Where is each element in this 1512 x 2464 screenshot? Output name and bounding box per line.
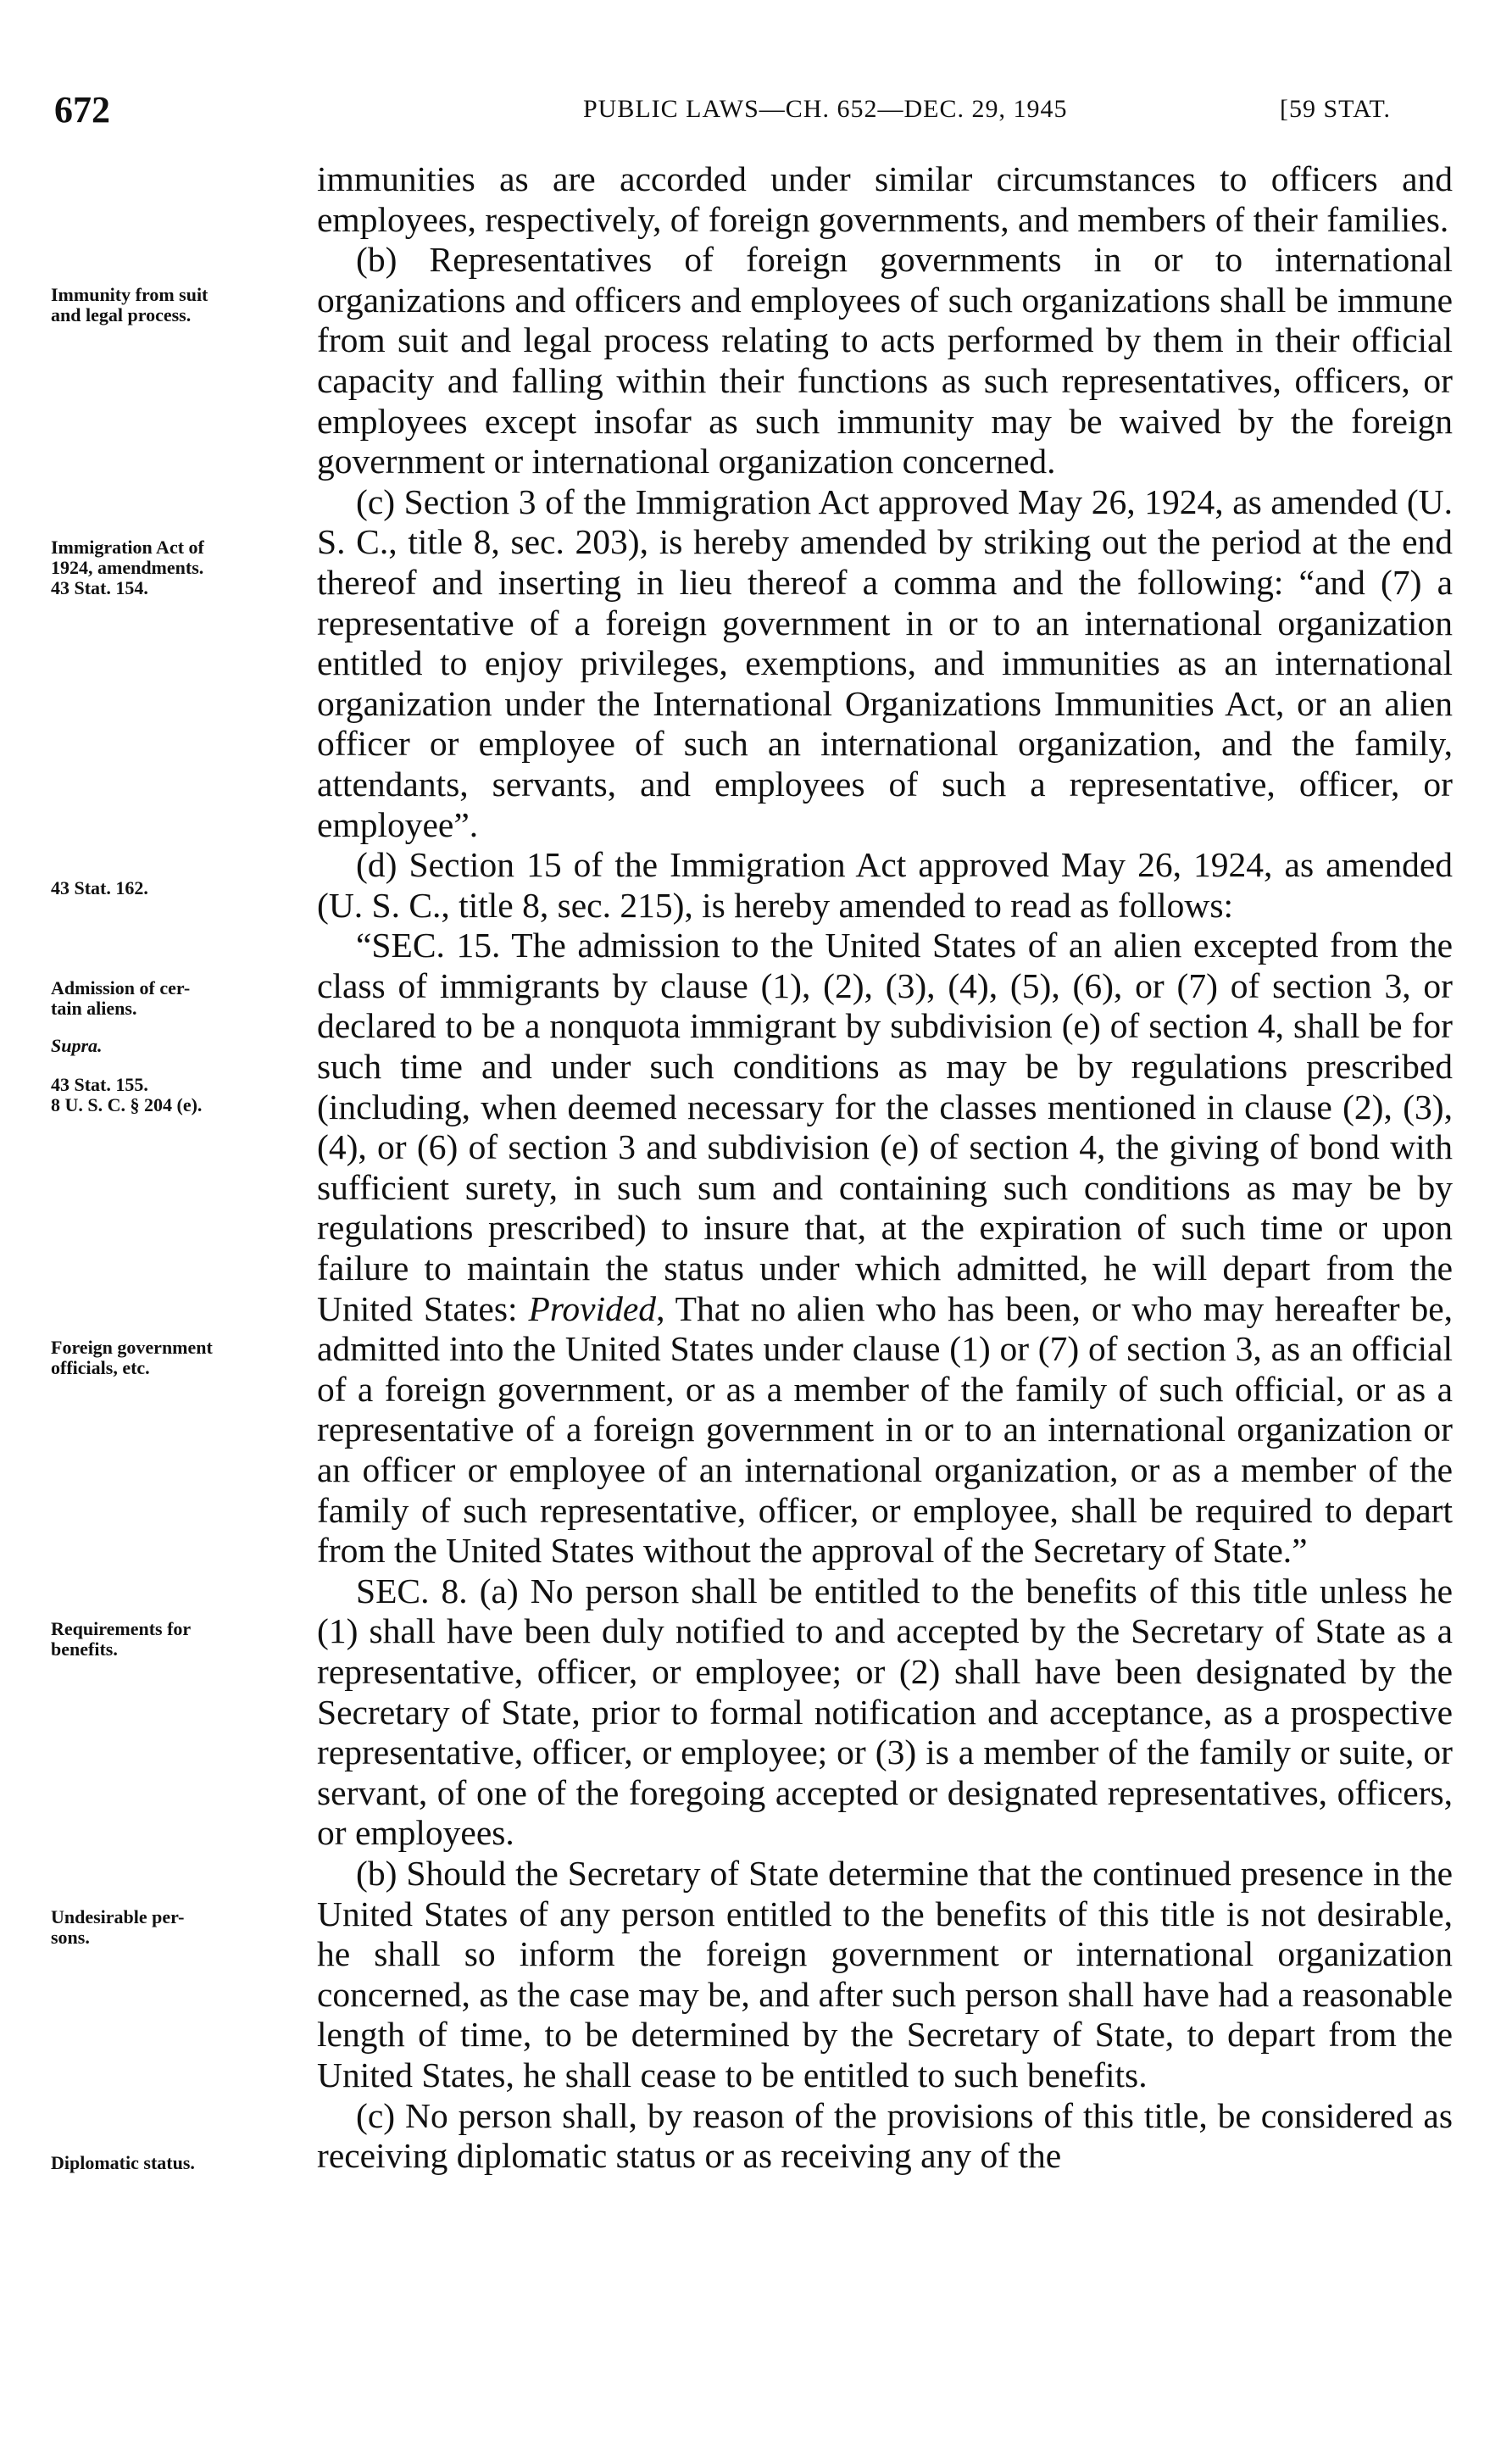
margin-note-undesirable: Undesirable per- sons. [51, 1906, 185, 1948]
paragraph-sec-8b: (b) Should the Secretary of State determine that the continued presence in the United States of any person entitled to the benefits of this title is not desirable, he shall so inform the foreign government or international organization concerned, as the case may be, and after such person shall have had a reasonable length of time, to be determined by the Secretary of State, to depart from the United States, he shall cease to be entitled to such benefits. [317, 1853, 1453, 2094]
paragraph-7c: (c) Section 3 of the Immigration Act approved May 26, 1924, as amended (U. S. C., title 8, sec. 203), is hereby amended by striking out the period at the end thereof and inserting in lieu thereof a comma and the following: “and (7) a representative of a foreign government in or to an international organization entitled to enjoy privileges, exemptions, and immunities as an international organization under the International Organizations Immunities Act, or an alien officer or employee of such an international organization, and the family, attendants, servants, and employees of such a representative, officer, or employee”. [317, 481, 1453, 844]
margin-note-immigration-act: Immigration Act of 1924, amendments. 43 Stat. 154. [51, 537, 204, 598]
margin-note-requirements: Requirements for benefits. [51, 1618, 192, 1660]
paragraph-continuation: immunities as are accorded under similar circumstances to officers and employees, respectively, of foreign governments, and members of their families. [317, 159, 1453, 239]
margin-note-admission: Admission of cer- tain aliens. [51, 977, 191, 1019]
paragraph-sec-15: “SEC. 15. The admission to the United States of an alien excepted from the class of immigrants by clause (1), (2), (3), (4), (5), (6), or (7) of section 3, or declared to be a nonquota immigrant by subdivision (e) of section 4, shall be for such time and under such conditions as may be by regulations prescribed (including, when deemed necessary for the classes mentioned in clause (2), (3), (4), or (6) of section 3 and subdivision (e) of section 4, the giving of bond with sufficient surety, in such sum and containing such conditions as may be by regulations prescribed) to insure that, at the expiration of such time or upon failure to maintain the status under which admitted, he will depart from the United States: Provided, That no alien who has been, or who may hereafter be, admitted into the United States under clause (1) or (7) of section 3, as an official of a foreign government, or as a member of the family of such official, or as a representative of a foreign government in or to an international organization or an officer or employee of an international organization, or as a member of the family of such representative, officer, or employee, shall be required to depart from the United States without the approval of the Secretary of State.” [317, 926, 1453, 1571]
provided-term: Provided [528, 1288, 657, 1328]
paragraph-7b: (b) Representatives of foreign governments in or to international organizations and officers and employees of such organizations shall be immune from suit and legal process relating to acts performed by them in their official capacity and falling within their functions as such representatives, officers, or employees except insofar as such immunity may be waived by the foreign government or international organization concerned. [317, 240, 1453, 481]
margin-note-immunity: Immunity from suit and legal process. [51, 284, 208, 325]
margin-note-foreign-officials: Foreign government officials, etc. [51, 1337, 213, 1378]
statute-body [317, 159, 1453, 2177]
margin-note-supra: Supra. [51, 1035, 103, 1056]
volume-citation: [59 STAT. [1280, 95, 1392, 123]
margin-note-43-stat-162: 43 Stat. 162. [51, 877, 148, 898]
page-header [0, 88, 1512, 139]
running-head: PUBLIC LAWS—CH. 652—DEC. 29, 1945 [583, 95, 1068, 123]
page-number: 672 [54, 89, 110, 131]
paragraph-sec-8a: SEC. 8. (a) No person shall be entitled to the benefits of this title unless he (1) shall have been duly notified to and accepted by the Secretary of State as a representative, officer, or employee; or (2) shall have been designated by the Secretary of State, prior to formal notification and acceptance, as a prospective representative, officer, or employee; or (3) is a member of the family or suite, or servant, of one of the foregoing accepted or designated representatives, officers, or employees. [317, 1571, 1453, 1853]
margin-note-diplomatic-status: Diplomatic status. [51, 2152, 195, 2173]
paragraph-sec-8c: (c) No person shall, by reason of the provisions of this title, be considered as receiving diplomatic status or as receiving any of the [317, 2095, 1453, 2176]
paragraph-7d: (d) Section 15 of the Immigration Act approved May 26, 1924, as amended (U. S. C., title 8, sec. 215), is hereby amended to read as follows: [317, 845, 1453, 925]
margin-note-43-stat-155: 43 Stat. 155. 8 U. S. C. § 204 (e). [51, 1074, 203, 1115]
